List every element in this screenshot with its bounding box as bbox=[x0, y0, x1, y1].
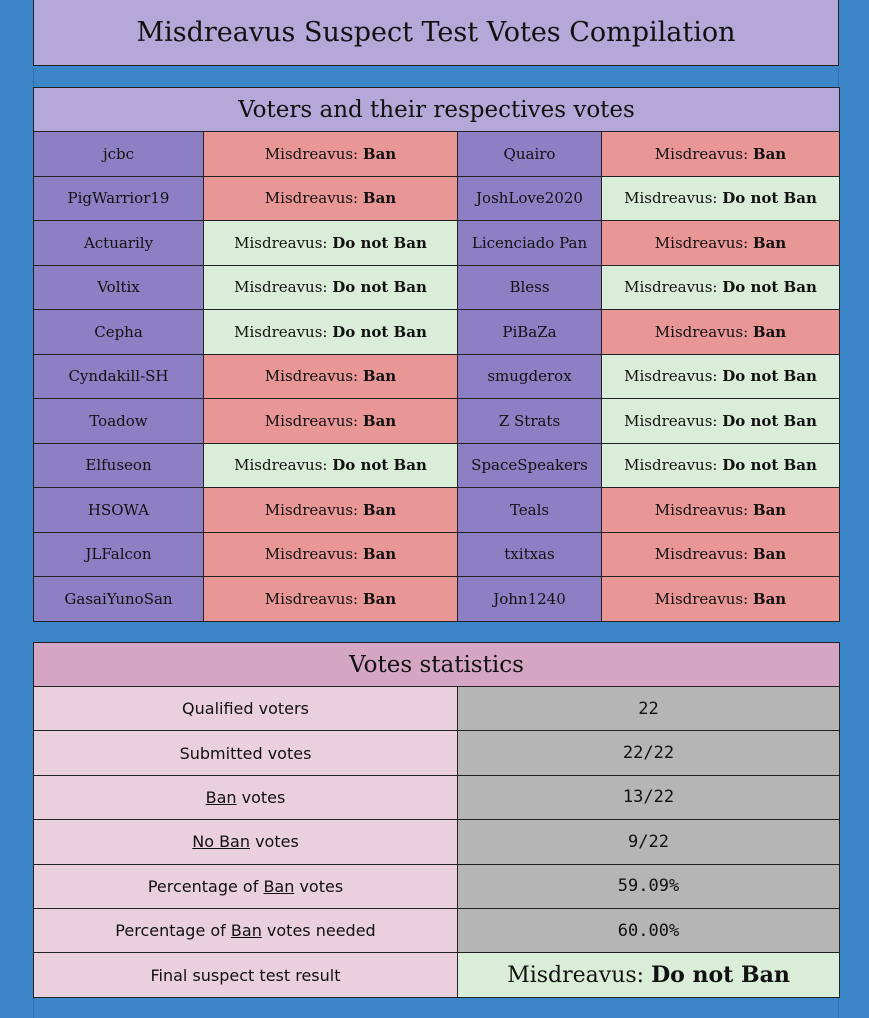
stat-label bbox=[34, 820, 458, 864]
vote-cell bbox=[602, 443, 840, 488]
vote-value: Ban bbox=[362, 367, 397, 386]
vote-prefix: Misdreavus: bbox=[654, 500, 753, 519]
vote-row bbox=[34, 577, 840, 622]
stat-label-rest: votes bbox=[236, 787, 286, 807]
vote-row bbox=[34, 354, 840, 399]
stat-label-underlined: Ban bbox=[263, 876, 295, 896]
stat-label-rest: votes bbox=[294, 876, 344, 896]
vote-prefix: Misdreavus: bbox=[234, 456, 333, 475]
stat-label-underlined: No Ban bbox=[192, 832, 250, 852]
stat-label: Qualified voters bbox=[34, 687, 458, 731]
vote-cell bbox=[602, 132, 840, 177]
vote-value: Do not Ban bbox=[332, 278, 427, 297]
voter-name: JLFalcon bbox=[34, 532, 204, 577]
vote-value: Do not Ban bbox=[722, 278, 817, 297]
vote-value: Ban bbox=[362, 144, 397, 163]
voter-name: txitxas bbox=[458, 532, 602, 577]
stat-label-underlined: Ban bbox=[230, 921, 262, 941]
stat-label bbox=[34, 775, 458, 819]
vote-prefix: Misdreavus: bbox=[654, 322, 753, 341]
vote-prefix: Misdreavus: bbox=[654, 233, 753, 252]
stat-label-pre: Percentage of bbox=[115, 921, 231, 941]
stat-value: 60.00% bbox=[458, 908, 840, 952]
voter-name: smugderox bbox=[458, 354, 602, 399]
vote-row bbox=[34, 532, 840, 577]
voter-name: Bless bbox=[458, 265, 602, 310]
voter-name: Voltix bbox=[34, 265, 204, 310]
voter-name: Elfuseon bbox=[34, 443, 204, 488]
final-result-verdict: Do not Ban bbox=[651, 962, 790, 989]
final-result-value bbox=[458, 953, 840, 997]
vote-cell bbox=[204, 176, 458, 221]
vote-value: Do not Ban bbox=[332, 456, 427, 475]
bottom-strip bbox=[33, 998, 839, 1018]
vote-prefix: Misdreavus: bbox=[624, 278, 723, 297]
divider-strip bbox=[33, 68, 839, 86]
voter-name: Toadow bbox=[34, 399, 204, 444]
voter-name: John1240 bbox=[458, 577, 602, 622]
voter-name: Z Strats bbox=[458, 399, 602, 444]
stat-value: 13/22 bbox=[458, 775, 840, 819]
vote-prefix: Misdreavus: bbox=[234, 278, 333, 297]
stat-value: 59.09% bbox=[458, 864, 840, 908]
vote-value: Ban bbox=[362, 545, 397, 564]
voter-name: PiBaZa bbox=[458, 310, 602, 355]
vote-value: Ban bbox=[362, 411, 397, 430]
voter-name: HSOWA bbox=[34, 488, 204, 533]
vote-cell bbox=[204, 354, 458, 399]
vote-row bbox=[34, 399, 840, 444]
stat-value: 22/22 bbox=[458, 731, 840, 775]
stat-label-rest: votes bbox=[249, 832, 299, 852]
vote-prefix: Misdreavus: bbox=[654, 589, 753, 608]
vote-cell bbox=[602, 532, 840, 577]
voter-name: Cepha bbox=[34, 310, 204, 355]
vote-cell bbox=[602, 176, 840, 221]
vote-prefix: Misdreavus: bbox=[264, 189, 363, 208]
vote-prefix: Misdreavus: bbox=[264, 144, 363, 163]
vote-row bbox=[34, 132, 840, 177]
stat-row-qualified-voters bbox=[34, 687, 840, 731]
stat-label bbox=[34, 864, 458, 908]
vote-value: Do not Ban bbox=[722, 367, 817, 386]
vote-value: Do not Ban bbox=[722, 411, 817, 430]
vote-cell bbox=[204, 488, 458, 533]
vote-row bbox=[34, 488, 840, 533]
page-title bbox=[33, 0, 839, 66]
vote-prefix: Misdreavus: bbox=[264, 500, 363, 519]
voter-name: Teals bbox=[458, 488, 602, 533]
vote-cell bbox=[204, 577, 458, 622]
stat-row-percentage-needed bbox=[34, 908, 840, 952]
vote-cell bbox=[602, 488, 840, 533]
voter-name: Licenciado Pan bbox=[458, 221, 602, 266]
vote-cell bbox=[204, 399, 458, 444]
vote-cell bbox=[602, 221, 840, 266]
vote-prefix: Misdreavus: bbox=[654, 545, 753, 564]
vote-cell bbox=[204, 310, 458, 355]
stat-row-final-result bbox=[34, 953, 840, 997]
vote-prefix: Misdreavus: bbox=[234, 322, 333, 341]
stat-value: 22 bbox=[458, 687, 840, 731]
vote-row bbox=[34, 221, 840, 266]
vote-value: Do not Ban bbox=[722, 456, 817, 475]
stat-label: Final suspect test result bbox=[34, 953, 458, 997]
vote-prefix: Misdreavus: bbox=[264, 589, 363, 608]
vote-cell bbox=[204, 265, 458, 310]
vote-value: Do not Ban bbox=[332, 322, 427, 341]
vote-value: Do not Ban bbox=[722, 189, 817, 208]
vote-cell bbox=[602, 310, 840, 355]
stat-value: 9/22 bbox=[458, 820, 840, 864]
vote-cell bbox=[602, 577, 840, 622]
vote-cell bbox=[204, 132, 458, 177]
final-result-prefix: Misdreavus: bbox=[507, 963, 652, 989]
vote-value: Do not Ban bbox=[332, 233, 427, 252]
vote-prefix: Misdreavus: bbox=[624, 367, 723, 386]
voter-name: Cyndakill-SH bbox=[34, 354, 204, 399]
vote-value: Ban bbox=[752, 144, 787, 163]
page-title-text: Misdreavus Suspect Test Votes Compilation bbox=[136, 17, 736, 48]
vote-value: Ban bbox=[362, 189, 397, 208]
vote-row bbox=[34, 265, 840, 310]
vote-prefix: Misdreavus: bbox=[624, 189, 723, 208]
voter-name: SpaceSpeakers bbox=[458, 443, 602, 488]
stats-table-header: Votes statistics bbox=[34, 643, 840, 687]
vote-cell bbox=[204, 532, 458, 577]
stat-label bbox=[34, 908, 458, 952]
voter-name: PigWarrior19 bbox=[34, 176, 204, 221]
vote-prefix: Misdreavus: bbox=[264, 367, 363, 386]
vote-value: Ban bbox=[752, 500, 787, 519]
vote-row bbox=[34, 176, 840, 221]
voter-name: Actuarily bbox=[34, 221, 204, 266]
stat-row-ban-votes bbox=[34, 775, 840, 819]
vote-value: Ban bbox=[752, 589, 787, 608]
stat-label-pre: Percentage of bbox=[147, 876, 264, 896]
voter-name: GasaiYunoSan bbox=[34, 577, 204, 622]
vote-cell bbox=[602, 265, 840, 310]
vote-value: Ban bbox=[362, 500, 397, 519]
vote-prefix: Misdreavus: bbox=[624, 456, 723, 475]
votes-table-header: Voters and their respectives votes bbox=[34, 88, 840, 132]
stat-label: Submitted votes bbox=[34, 731, 458, 775]
vote-prefix: Misdreavus: bbox=[264, 545, 363, 564]
voter-name: Quairo bbox=[458, 132, 602, 177]
vote-value: Ban bbox=[752, 233, 787, 252]
vote-row bbox=[34, 310, 840, 355]
vote-cell bbox=[204, 443, 458, 488]
stats-table bbox=[33, 642, 840, 998]
stat-row-submitted-votes bbox=[34, 731, 840, 775]
voter-name: jcbc bbox=[34, 132, 204, 177]
vote-value: Ban bbox=[752, 322, 787, 341]
votes-table-body bbox=[34, 132, 840, 622]
vote-prefix: Misdreavus: bbox=[624, 411, 723, 430]
stat-label-underlined: Ban bbox=[205, 787, 237, 807]
vote-cell bbox=[602, 354, 840, 399]
vote-cell bbox=[204, 221, 458, 266]
vote-row bbox=[34, 443, 840, 488]
votes-table bbox=[33, 87, 840, 622]
vote-value: Ban bbox=[362, 589, 397, 608]
vote-value: Ban bbox=[752, 545, 787, 564]
stat-label-rest: votes needed bbox=[261, 921, 376, 941]
vote-prefix: Misdreavus: bbox=[654, 144, 753, 163]
stat-row-no-ban-votes bbox=[34, 820, 840, 864]
vote-prefix: Misdreavus: bbox=[234, 233, 333, 252]
stat-row-percentage-ban bbox=[34, 864, 840, 908]
vote-prefix: Misdreavus: bbox=[264, 411, 363, 430]
vote-cell bbox=[602, 399, 840, 444]
voter-name: JoshLove2020 bbox=[458, 176, 602, 221]
